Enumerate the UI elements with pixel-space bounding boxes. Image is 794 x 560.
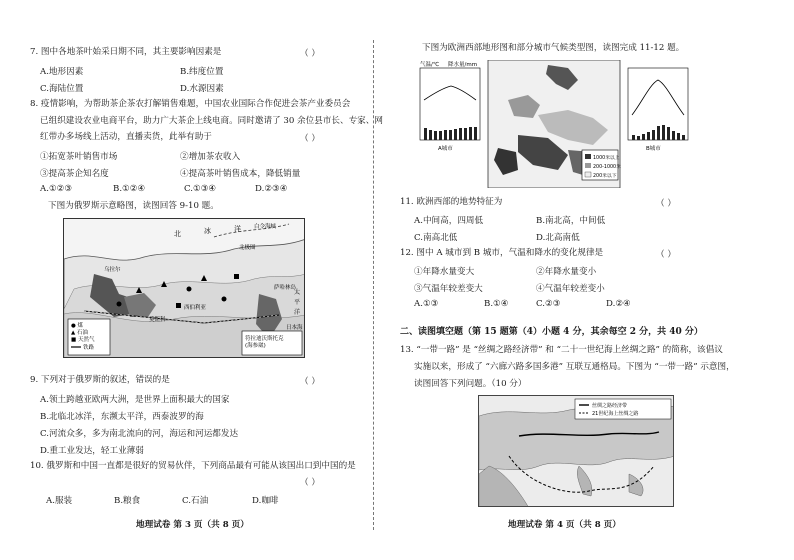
map-label-ice: 冰 [204, 227, 211, 235]
q11-answer-paren: （ ） [656, 199, 676, 209]
q8-stem-line-3: 红带办多场线上活动，直播卖货，此举有助于 [40, 132, 212, 142]
section-two-title: 二、读图填空题（第 15 题第（4）小题 4 分，其余每空 2 分，共 40 分） [400, 327, 703, 337]
q11-option-c[interactable]: C.南高北低 [414, 233, 458, 243]
q8-stem-line-1: 8. 疫情影响，为帮助茶企茶农打解销售难题，中国农业国际合作促进会茶产业委员会 [30, 99, 351, 109]
map-label-japan-sea: 日本海 [286, 325, 303, 331]
q12-item-3: ③气温年较差变大 [414, 284, 483, 294]
q13-stem-line-3: 读图回答下列问题。（10 分） [414, 379, 527, 389]
climate-b-label: B城市 [646, 146, 661, 152]
q8-item-2: ②增加茶农收入 [180, 152, 241, 162]
q7-option-c[interactable]: C.海陆位置 [40, 84, 84, 94]
q7-stem: 7. 图中各地茶叶始采日期不同，其主要影响因素是 [30, 47, 222, 57]
legend-elev-high: 1000米以上 [593, 156, 620, 161]
q9-option-c[interactable]: C.河流众多，多为南北流向的河，海运和河运都发达 [40, 429, 239, 439]
belt-road-map-graphic [479, 396, 674, 507]
legend-silk-road-belt: 丝绸之路经济带 [592, 403, 628, 409]
map-label-pacific-2: 平 [294, 299, 301, 306]
legend-elev-low: 200米以下 [593, 174, 617, 179]
q8-option-c[interactable]: C.①③④ [184, 184, 217, 194]
page-divider [373, 40, 374, 530]
climate-a-label: A城市 [438, 146, 453, 152]
q9-option-a[interactable]: A.领土跨越亚欧两大洲，是世界上面积最大的国家 [40, 395, 230, 405]
q8-item-3: ③提高茶企知名度 [40, 169, 109, 179]
q9-stem: 9. 下列对于俄罗斯的叙述，错误的是 [30, 375, 170, 385]
q13-stem-line-1: 13. “一带一路” 是 “丝绸之路经济带” 和 “二十一世纪海上丝绸之路” 的简称，该倡议 [400, 345, 723, 355]
map-label-bering-strait: 白令海峡 [254, 224, 277, 230]
q11-option-a[interactable]: A.中间高，四周低 [414, 216, 484, 226]
q12-option-b[interactable]: B.①④ [484, 299, 509, 309]
legend-gas: ■ 天然气 [71, 337, 95, 343]
q10-stem: 10. 俄罗斯和中国一直都是很好的贸易伙伴，下列商品最有可能从该国出口到中国的是 [30, 461, 356, 471]
belt-road-map [478, 395, 674, 507]
q9-answer-paren: （ ） [300, 377, 320, 387]
legend-oil: ▲ 石油 [71, 330, 88, 336]
map-label-sakhalin: 萨哈林岛 [274, 285, 297, 291]
q7-answer-paren: （ ） [300, 49, 320, 59]
left-page-footer: 地理试卷 第 3 页（共 8 页） [136, 520, 249, 530]
map-label-ocean: 洋 [234, 225, 241, 233]
q7-option-d[interactable]: D.水源因素 [180, 84, 224, 94]
q12-item-1: ①年降水量变大 [414, 267, 475, 277]
map-label-ural: 乌拉尔 [104, 267, 121, 273]
q7-option-a[interactable]: A.地形因素 [40, 67, 84, 77]
europe-map-intro: 下图为欧洲西部地形图和部分城市气候类型图，读图完成 11-12 题。 [422, 43, 685, 53]
map-label-north: 北 [174, 230, 181, 238]
q10-option-d[interactable]: D.咖啡 [252, 496, 279, 506]
map-label-arctic-circle: 北极圈 [239, 245, 256, 251]
legend-railway: 铁路 [83, 345, 95, 351]
q12-item-2: ②年降水量变小 [536, 267, 597, 277]
left-page [0, 0, 383, 560]
europe-map-figure [418, 60, 690, 188]
q11-option-d[interactable]: D.北高南低 [536, 233, 580, 243]
q10-option-b[interactable]: B.粮食 [114, 496, 141, 506]
map-label-moscow: 莫斯科 [149, 317, 166, 323]
climate-a-axis-temp: 气温/℃ [420, 62, 440, 68]
q11-stem: 11. 欧洲西部的地势特征为 [400, 197, 503, 207]
q8-option-d[interactable]: D.②③④ [255, 184, 288, 194]
q12-option-c[interactable]: C.②③ [536, 299, 561, 309]
russia-map [63, 218, 305, 358]
q10-answer-paren: （ ） [300, 478, 320, 488]
q8-answer-paren: （ ） [300, 134, 320, 144]
q9-option-b[interactable]: B.北临北冰洋，东濒太平洋，西泰波罗的海 [40, 412, 204, 422]
q8-item-1: ①拓宽茶叶销售市场 [40, 152, 118, 162]
legend-elev-mid: 200-1000米 [593, 165, 621, 170]
legend-maritime-silk-road: 21世纪海上丝绸之路 [592, 411, 639, 417]
q10-option-c[interactable]: C.石油 [182, 496, 209, 506]
q12-option-a[interactable]: A.①③ [414, 299, 439, 309]
q9-option-d[interactable]: D.重工业发达，轻工业薄弱 [40, 446, 144, 456]
legend-coal: ● 煤 [71, 323, 84, 329]
russia-map-intro: 下图为俄罗斯示意略图，读图回答 9-10 题。 [48, 201, 219, 211]
q12-item-4: ④气温年较差变小 [536, 284, 605, 294]
russia-map-graphic [64, 219, 305, 358]
q8-item-4: ④提高茶叶销售成本，降低销量 [180, 169, 301, 179]
map-label-pacific-1: 太 [294, 289, 301, 296]
q8-option-a[interactable]: A.①②③ [40, 184, 73, 194]
map-label-siberia: 西伯利亚 [184, 305, 207, 311]
q10-option-a[interactable]: A.服装 [46, 496, 73, 506]
q13-stem-line-2: 实施以来，形成了 “六廊六路多国多港” 互联互通格局。下图为 “一带一路” 示意图， [414, 362, 735, 372]
q8-stem-line-2: 已组织建设农业电商平台，助力广大茶企上线电商。同时邀请了 30 余位县市长、专家、网 [40, 116, 383, 126]
q8-option-b[interactable]: B.①②④ [113, 184, 146, 194]
map-label-pacific-3: 洋 [294, 309, 301, 316]
right-page [378, 0, 794, 560]
q12-option-d[interactable]: D.②④ [606, 299, 631, 309]
q7-option-b[interactable]: B.纬度位置 [180, 67, 224, 77]
q12-answer-paren: （ ） [656, 250, 676, 260]
map-inset-vladivostok: 符拉迪沃斯托克(海参崴) [245, 336, 284, 349]
right-page-footer: 地理试卷 第 4 页（共 8 页） [508, 520, 621, 530]
q12-stem: 12. 图中 A 城市到 B 城市，气温和降水的变化规律是 [400, 248, 604, 258]
q11-option-b[interactable]: B.南北高，中间低 [536, 216, 606, 226]
europe-map-graphic [418, 60, 690, 188]
climate-a-axis-precip: 降水量/mm [448, 62, 478, 68]
